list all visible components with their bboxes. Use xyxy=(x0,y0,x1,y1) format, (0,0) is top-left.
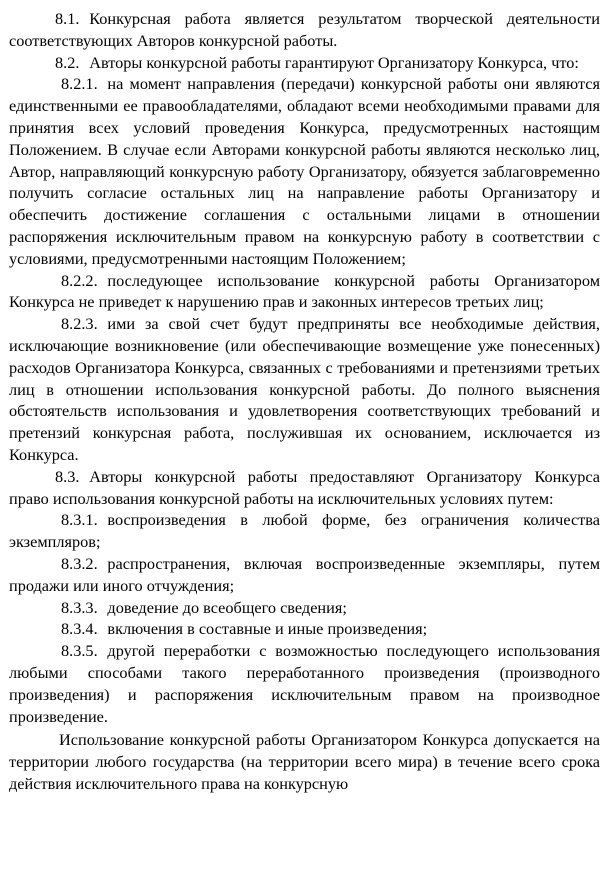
clause-text: другой переработки с возможностью последующего использования любыми способами такого переработанного произведения (производного произведения) и распоряжения исключительным правом на производное произведение. xyxy=(9,641,600,726)
paragraph-text: Использование конкурсной работы Организатором Конкурса допускается на территории любого государства (на территории всего мира) в течение всего срока действия исключительного права на конкурсную xyxy=(9,730,600,793)
clause-8-3-3 xyxy=(9,597,600,619)
clause-text: Авторы конкурсной работы гарантируют Организатору Конкурса, что: xyxy=(89,52,579,72)
clause-number: 8.3.1. xyxy=(61,510,98,530)
clause-number: 8.3.4. xyxy=(61,619,98,639)
usage-territory-paragraph xyxy=(9,729,600,794)
clause-text: включения в составные и иные произведения; xyxy=(107,619,428,639)
clause-8-2-1 xyxy=(9,73,600,269)
clause-number: 8.3. xyxy=(55,466,80,486)
clause-8-1 xyxy=(9,8,600,52)
clause-number: 8.3.5. xyxy=(61,641,98,661)
clause-8-3-4 xyxy=(9,618,600,640)
clause-text: ими за свой счет будут предприняты все необходимые действия, исключающие возникновение (или обеспечивающие возмещение уже понесенных) расходов Организатора Конкурса, связанных с требованиями и претензиями третьих лиц в отношении использования конкурсной работы. До полного выяснения обстоятельств использования и удовлетворения соответствующих требований и претензий конкурсная работа, послужившая их основанием, исключается из Конкурса. xyxy=(9,314,600,464)
clause-text: Авторы конкурсной работы предоставляют Организатору Конкурса право использования конкурсной работы на исключительных условиях путем: xyxy=(9,466,600,508)
clause-8-3-5 xyxy=(9,640,600,727)
clause-text: воспроизведения в любой форме, без ограничения количества экземпляров; xyxy=(9,510,600,552)
document-page xyxy=(9,8,600,795)
clause-number: 8.1. xyxy=(55,9,80,28)
clause-number: 8.3.3. xyxy=(61,597,98,617)
clause-8-3 xyxy=(9,466,600,510)
clause-text: доведение до всеобщего сведения; xyxy=(107,597,347,617)
clause-text: на момент направления (передачи) конкурсной работы они являются единственными ее правообладателями, обладают всеми необходимыми правами для принятия всех условий проведения Конкурса, предусмотренных настоящим Положением. В случае если Авторами конкурсной работы являются несколько лиц, Автор, направляющий конкурсную работу Организатору, обязуется заблаговременно получить согласие остальных лиц на направление работы Организатору и обеспечить достижение соглашения с остальными лицами в отношении распоряжения исключительным правом на конкурсную работу в соответствии с условиями, предусмотренными настоящим Положением; xyxy=(9,74,600,268)
clause-8-2 xyxy=(9,52,600,74)
clause-number: 8.3.2. xyxy=(61,553,98,573)
clause-text: распространения, включая воспроизведенные экземпляры, путем продажи или иного отчуждения; xyxy=(9,553,600,595)
clause-number: 8.2.1. xyxy=(61,74,98,94)
clause-text: Конкурсная работа является результатом творческой деятельности соответствующих Авторов конкурсной работы. xyxy=(9,9,600,50)
clause-number: 8.2. xyxy=(55,52,80,72)
clause-8-2-3 xyxy=(9,313,600,466)
clause-8-2-2 xyxy=(9,270,600,314)
clause-number: 8.2.2. xyxy=(61,270,98,290)
clause-text: последующее использование конкурсной работы Организатором Конкурса не приведет к нарушению прав и законных интересов третьих лиц; xyxy=(9,270,600,312)
clause-number: 8.2.3. xyxy=(61,314,98,334)
clause-8-3-2 xyxy=(9,553,600,597)
clause-8-3-1 xyxy=(9,509,600,553)
